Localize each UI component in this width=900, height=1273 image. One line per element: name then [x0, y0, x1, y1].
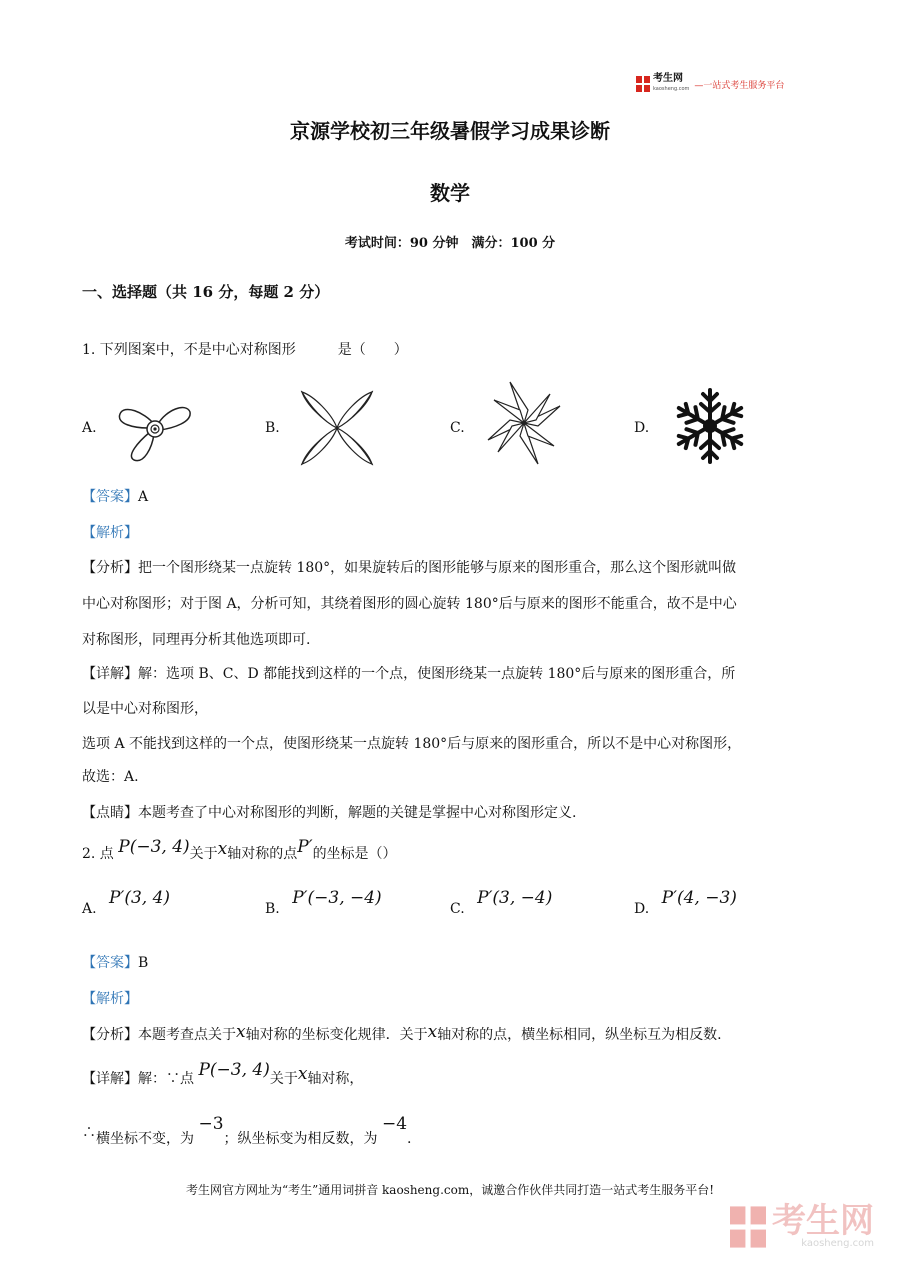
slogan: —一站式考生服务平台	[694, 80, 785, 91]
subject-title: 数学	[430, 181, 470, 205]
q2-text-guanyu: 关于	[189, 846, 218, 862]
q2-option-a-value: P′(3, 4)	[109, 888, 171, 908]
q1-detail-line1	[82, 664, 735, 684]
q2-point: P(−3, 4)	[118, 837, 190, 857]
q1-option-c-label: C.	[450, 420, 465, 436]
watermark	[730, 1201, 874, 1249]
detail-tag: 【详解】	[82, 666, 138, 682]
page-title: 京源学校初三年级暑假学习成果诊断	[290, 119, 610, 143]
q1-dianjing	[82, 803, 576, 823]
q1-fenxi-line3: 对称图形，同理再分析其他选项即可.	[82, 632, 311, 648]
q1-detail-line3: 选项 A 不能找到这样的一个点，使图形绕某一点旋转 180°后与原来的图形重合，所以不是中心对称图形，	[82, 736, 742, 752]
q2-option-a: A. P′(3, 4)	[82, 888, 171, 917]
footer-text: 考生网官方网址为“考生”通用词拼音 kaosheng.com，诚邀合作伙伴共同打造一站式考生服务平台!	[185, 1183, 715, 1197]
fenxi-tag: 【分析】	[82, 560, 138, 576]
dianjing-tag: 【点睛】	[82, 805, 138, 821]
q2-axis: x	[217, 839, 228, 859]
q1-detail-line2: 以是中心对称图形，	[82, 701, 208, 717]
q2-option-c: C. P′(3, −4)	[450, 888, 553, 917]
answer-value: B	[138, 955, 149, 971]
q2-option-d: D. P′(4, −3)	[634, 888, 737, 917]
q1-fenxi-line1	[82, 558, 736, 578]
q1-answer	[82, 487, 148, 507]
q2-option-b-value: P′(−3, −4)	[292, 888, 382, 908]
q1-option-b-label: B.	[265, 420, 280, 436]
kaosheng-logo-icon	[636, 76, 650, 92]
q2-pprime: P′	[297, 837, 313, 857]
q2-text-mid: 轴对称的点	[227, 846, 298, 862]
brand-name: 考生网 kaosheng.com	[653, 73, 690, 92]
q1-option-c-figure	[484, 380, 564, 470]
q1-detail-line4: 故选：A.	[82, 769, 139, 785]
q1-fenxi-line2: 中心对称图形；对于图 A，分析可知，其绕着图形的圆心旋转 180°后与原来的图形不能重合，故不是中心	[82, 596, 737, 612]
q2-detail: 【详解】解：∵点 P(−3, 4)关于x轴对称，	[82, 1060, 364, 1087]
answer-tag: 【答案】	[82, 955, 138, 971]
header-logo[interactable]	[636, 74, 784, 94]
four-petal-icon	[296, 388, 378, 468]
q2-option-c-value: P′(3, −4)	[477, 888, 553, 908]
q1-option-d-figure	[670, 386, 750, 470]
q2-option-d-value: P′(4, −3)	[661, 888, 737, 908]
q1-stem: 1. 下列图案中，不是中心对称图形 是（ ）	[82, 342, 408, 358]
detail-text: 解：选项 B、C、D 都能找到这样的一个点，使图形绕某一点旋转 180°后与原来的图形重合，所	[138, 666, 736, 682]
q2-fenxi: 【分析】本题考查点关于x轴对称的坐标变化规律．关于x轴对称的点，横坐标相同，纵坐标互为相反数.	[82, 1022, 722, 1043]
watermark-text: 考生网	[772, 1201, 874, 1241]
pinwheel-icon	[484, 380, 564, 466]
fenxi-text: 把一个图形绕某一点旋转 180°，如果旋转后的图形能够与原来的图形重合，那么这个图形就叫做	[138, 560, 737, 576]
fenxi-tag: 【分析】	[82, 1027, 138, 1043]
q1-analysis-tag: 【解析】	[82, 525, 138, 541]
watermark-url: kaosheng.com	[801, 1238, 874, 1249]
q2-option-b: B. P′(−3, −4)	[265, 888, 382, 917]
exam-meta: 考试时间：90 分钟 满分：100 分	[344, 236, 556, 251]
q1-option-b-figure	[296, 388, 378, 472]
q2-stem	[82, 837, 397, 864]
therefore-symbol: ∴	[82, 1125, 96, 1141]
q2-number: 2. 点	[82, 846, 114, 862]
q2-analysis-tag: 【解析】	[82, 991, 138, 1007]
answer-tag: 【答案】	[82, 489, 138, 505]
value-neg3: −3	[198, 1114, 224, 1134]
snowflake-icon	[670, 386, 750, 466]
q1-option-a-figure	[114, 388, 194, 472]
q1-option-d-label: D.	[634, 420, 650, 436]
q2-answer	[82, 953, 148, 973]
q2-detail-point: P(−3, 4)	[198, 1060, 270, 1080]
dianjing-text: 本题考查了中心对称图形的判断，解题的关键是掌握中心对称图形定义.	[138, 805, 577, 821]
detail-tag: 【详解】	[82, 1071, 138, 1087]
q2-line3: ∴横坐标不变，为 −3；纵坐标变为相反数，为 −4.	[82, 1114, 412, 1147]
q1-option-a-label: A.	[82, 420, 97, 436]
value-neg4: −4	[381, 1114, 408, 1134]
propeller-icon	[114, 388, 194, 468]
watermark-logo-icon	[730, 1206, 766, 1248]
answer-value: A	[138, 489, 149, 505]
q2-text-end: 的坐标是（）	[312, 846, 397, 862]
section-heading: 一、选择题（共 16 分，每题 2 分）	[82, 283, 330, 301]
